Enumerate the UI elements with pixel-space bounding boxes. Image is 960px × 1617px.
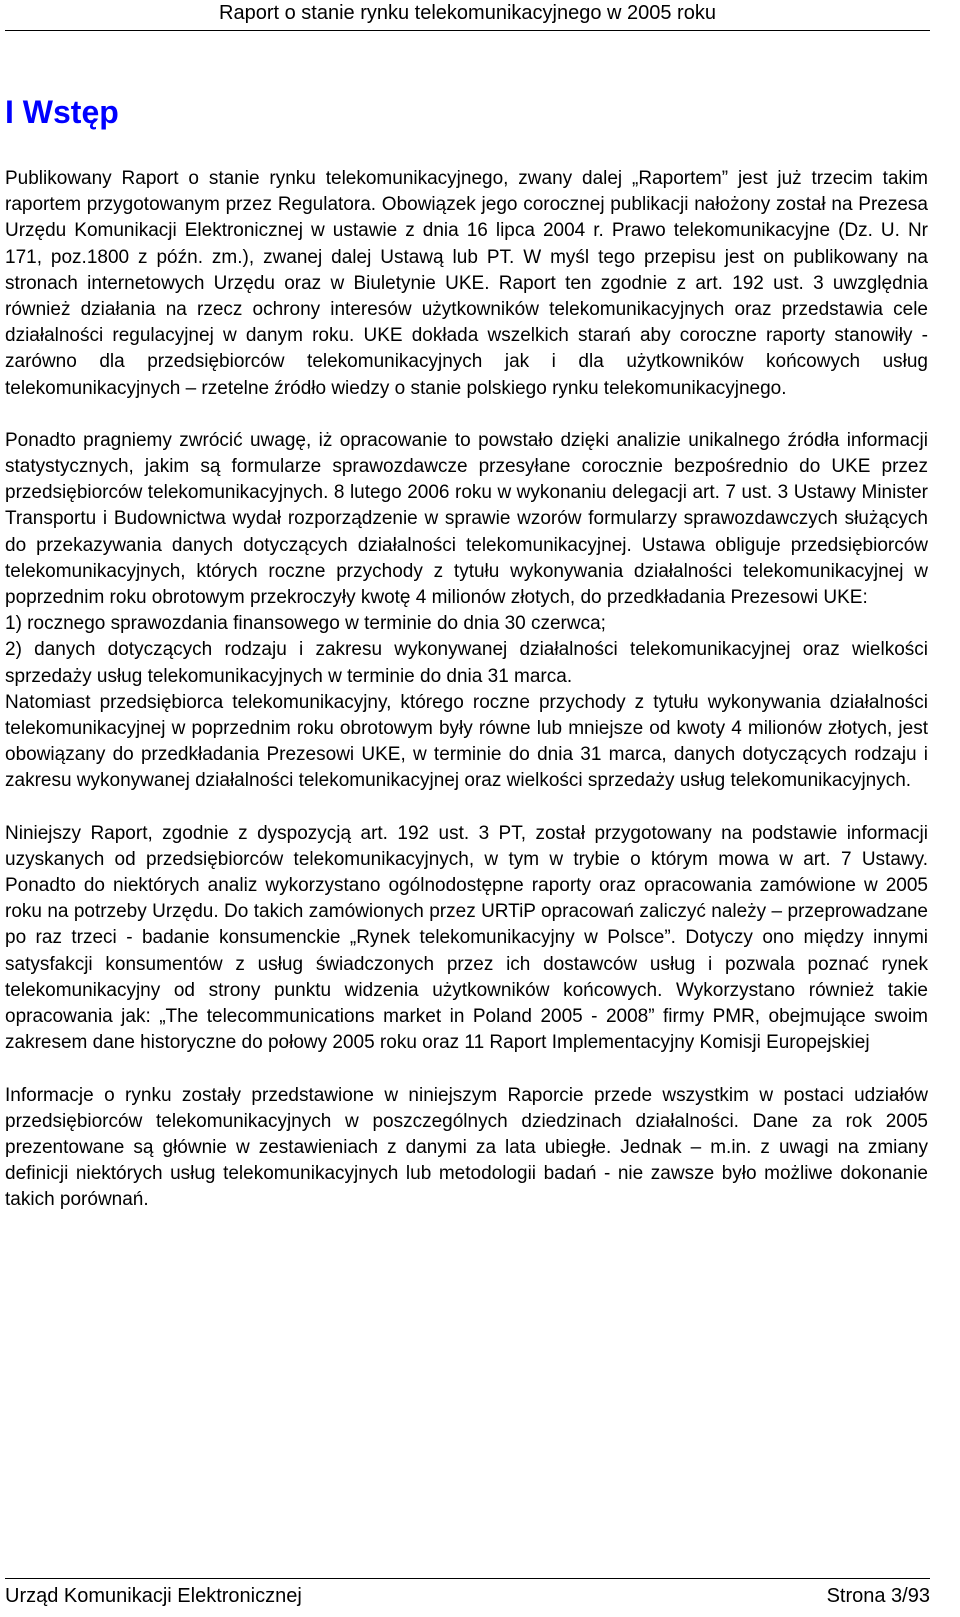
paragraph-sources: Ponadto pragniemy zwrócić uwagę, iż opracowanie to powstało dzięki analizie unikalnego źródła informacji statystycznych, jakim są formularze sprawozdawcze przesyłane corocznie bezpośrednio do UKE przez przedsiębiorców telekomunikacyjnych. 8 lutego 2006 roku w wykonaniu delegacji art. 7 ust. 3 Ustawy Minister Transportu i Budownictwa wydał rozporządzenie w sprawie wzorów formularzy sprawozdawczych służących do przekazywania danych dotyczących działalności telekomunikacyjnej. Ustawa obliguje przedsiębiorców telekomunikacyjnych, których roczne przychody z tytułu wykonywania działalności telekomunikacyjnej w poprzednim roku obrotowym przekroczyły kwotę 4 milionów złotych, do przedkładania Prezesowi UKE: <box>5 429 928 609</box>
chapter-title: I Wstęp <box>5 94 119 130</box>
list-item-activity-data: 2) danych dotyczących rodzaju i zakresu wykonywanej działalności telekomunikacyjnej oraz wielkości sprzedaży usług telekomunikacyjnych w terminie do dnia 31 marca. <box>5 639 928 687</box>
paragraph-small-operators: Natomiast przedsiębiorca telekomunikacyjny, którego roczne przychody z tytułu wykonywania działalności telekomunikacyjnej w poprzednim roku obrotowym były równe lub mniejsze od kwoty 4 milionów złotych, jest obowiązany do przedkładania Prezesowi UKE, w terminie do dnia 31 marca, danych dotyczących rodzaju i zakresu wykonywanej działalności telekomunikacyjnej oraz wielkości sprzedaży usług telekomunikacyjnych. <box>5 691 928 792</box>
footer-page-number: Strona 3/93 <box>826 1585 930 1607</box>
paragraph-methodology: Niniejszy Raport, zgodnie z dyspozycją art. 192 ust. 3 PT, został przygotowany na podstawie informacji uzyskanych od przedsiębiorców telekomunikacyjnych, w tym w trybie o którym mowa w art. 7 Ustawy. Ponadto do niektórych analiz wykorzystano ogólnodostępne raporty oraz opracowania zamówione w 2005 roku na potrzeby Urzędu. Do takich zamówionych przez URTiP opracowań zaliczyć należy – przeprowadzane po raz trzeci - badanie konsumenckie „Rynek telekomunikacyjny w Polsce”. Dotyczy ono między innymi satysfakcji konsumentów z usług świadczonych przez ich dostawców usług i pozwala poznać rynek telekomunikacyjny od strony punktu widzenia użytkowników końcowych. Wykorzystano również takie opracowania jak: „The telecommunications market in Poland 2005 - 2008” firmy PMR, obejmujące swoim zakresem dane historyczne do połowy 2005 roku oraz 11 Raport Implementacyjny Komisji Europejskiej <box>5 822 928 1054</box>
list-item-financial-report: 1) rocznego sprawozdania finansowego w terminie do dnia 30 czerwca; <box>5 613 606 635</box>
page-footer <box>5 1578 930 1613</box>
paragraph-presentation: Informacje o rynku zostały przedstawione w niniejszym Raporcie przede wszystkim w postaci udziałów przedsiębiorców telekomunikacyjnych w poszczególnych dziedzinach działalności. Dane za rok 2005 prezentowane są głównie w zestawieniach z danymi za lata ubiegłe. Jednak – m.in. z uwagi na zmiany definicji niektórych usług telekomunikacyjnych lub metodologii badań - nie zawsze było możliwe dokonanie takich porównań. <box>5 1084 928 1211</box>
paragraph-intro: Publikowany Raport o stanie rynku telekomunikacyjnego, zwany dalej „Raportem” jest już trzecim takim raportem przygotowanym przez Regulatora. Obowiązek jego corocznej publikacji nałożony został na Prezesa Urzędu Komunikacji Elektronicznej w ustawie z dnia 16 lipca 2004 r. Prawo telekomunikacyjne (Dz. U. Nr 171, poz.1800 z późn. zm.), zwanej dalej Ustawą lub PT. W myśl tego przepisu jest on publikowany na stronach internetowych Urzędu oraz w Biuletynie UKE. Raport ten zgodnie z art. 192 ust. 3 uwzględnia również działania na rzecz ochrony interesów użytkowników telekomunikacyjnych oraz przedstawia cele działalności regulacyjnej w danym roku. UKE dokłada wszelkich starań aby coroczne raporty stanowiły - zarówno dla przedsiębiorców telekomunikacyjnych jak i dla użytkowników końcowych usług telekomunikacyjnych – rzetelne źródło wiedzy o stanie polskiego rynku telekomunikacyjnego. <box>5 168 928 399</box>
footer-organization: Urząd Komunikacji Elektronicznej <box>5 1585 302 1607</box>
page-header <box>5 0 930 31</box>
document-body <box>5 166 928 1240</box>
header-title: Raport o stanie rynku telekomunikacyjnego w 2005 roku <box>219 2 716 24</box>
